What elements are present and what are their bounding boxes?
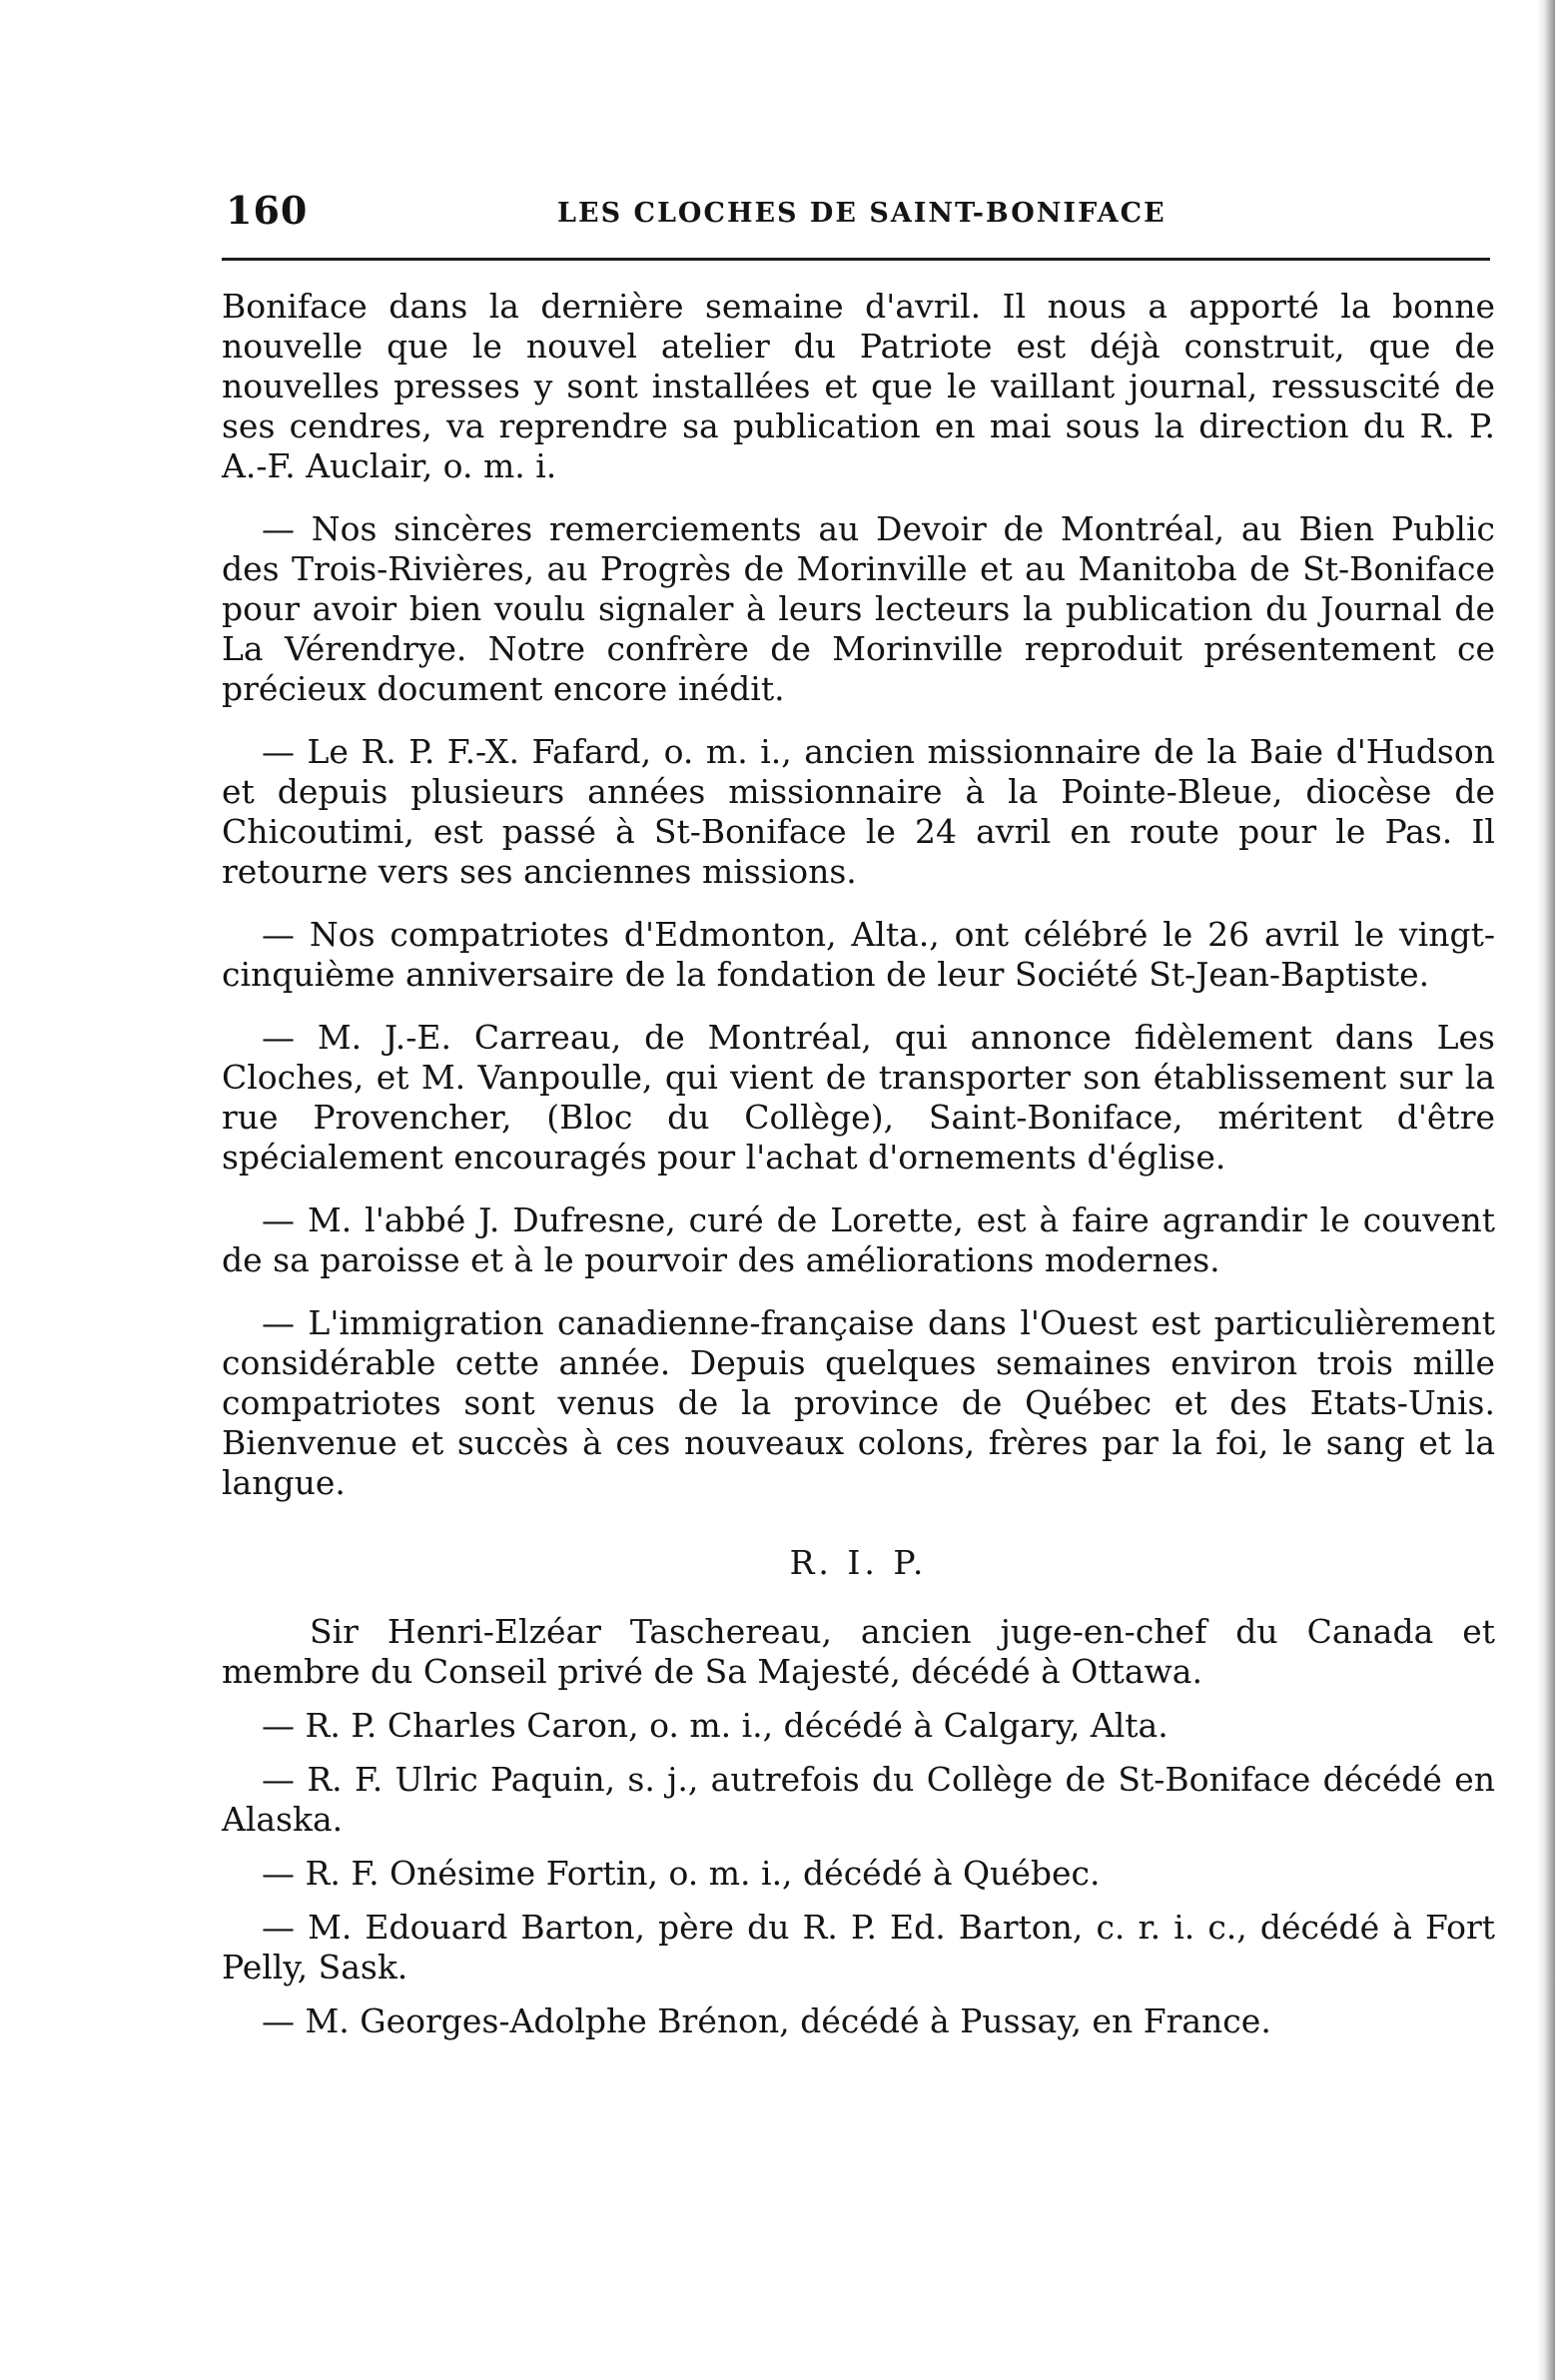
rip-entry: — M. Georges-Adolphe Brénon, décédé à Pussay, en France.: [262, 2001, 1271, 2040]
page-number: 160: [226, 188, 309, 233]
rip-heading: R. I. P.: [789, 1543, 928, 1582]
rip-entry: — R. F. Onésime Fortin, o. m. i., décédé à Québec.: [262, 1854, 1101, 1893]
running-title: LES CLOCHES DE SAINT-BONIFACE: [557, 198, 1166, 229]
page-header: [222, 188, 1500, 238]
rip-entry-taschereau: Sir Henri-Elzéar Taschereau, ancien juge-en-chef du Canada et membre du Conseil privé de Sa Majesté, décédé à Ottawa.: [222, 1612, 1495, 1691]
paragraph-carreau: — M. J.-E. Carreau, de Montréal, qui annonce fidèlement dans Les Cloches, et M. Vanpoulle, qui vient de transporter son établissement sur la rue Provencher, (Bloc du Collège), Saint-Boniface, méritent d'être spécialement encouragés pour l'achat d'ornements d'église.: [222, 1018, 1495, 1177]
page-body: [222, 287, 1495, 2055]
paragraph-edmonton: — Nos compatriotes d'Edmonton, Alta., ont célébré le 26 avril le vingt-cinquième anniversaire de la fondation de leur Société St-Jean-Baptiste.: [222, 915, 1495, 994]
paragraph-fafard: — Le R. P. F.-X. Fafard, o. m. i., ancien missionnaire de la Baie d'Hudson et depuis plusieurs années missionnaire à la Pointe-Bleue, diocèse de Chicoutimi, est passé à St-Boniface le 24 avril en route pour le Pas. Il retourne vers ses anciennes missions.: [222, 732, 1495, 891]
paragraph-immigration: — L'immigration canadienne-française dans l'Ouest est particulièrement considérable cette année. Depuis quelques semaines environ trois mille compatriotes sont venus de la province de Québec et des Etats-Unis. Bienvenue et succès à ces nouveaux colons, frères par la foi, le sang et la langue.: [222, 1303, 1495, 1502]
paragraph-remerciements: — Nos sincères remerciements au Devoir de Montréal, au Bien Public des Trois-Rivières, au Progrès de Morinville et au Manitoba de St-Boniface pour avoir bien voulu signaler à leurs lecteurs la publication du Journal de La Vérendrye. Notre confrère de Morinville reproduit présentement ce précieux document encore inédit.: [222, 509, 1495, 708]
scan-edge-shadow: [1537, 0, 1555, 2380]
rip-entry: — R. P. Charles Caron, o. m. i., décédé à Calgary, Alta.: [262, 1706, 1168, 1745]
rip-entry: — M. Edouard Barton, père du R. P. Ed. Barton, c. r. i. c., décédé à Fort Pelly, Sask.: [222, 1908, 1495, 1986]
paragraph-patriote: Boniface dans la dernière semaine d'avril. Il nous a apporté la bonne nouvelle que le nouvel atelier du Patriote est déjà construit, que de nouvelles presses y sont installées et que le vaillant journal, ressuscité de ses cendres, va reprendre sa publication en mai sous la direction du R. P. A.-F. Auclair, o. m. i.: [222, 287, 1495, 485]
header-rule: [222, 258, 1490, 261]
paragraph-dufresne: — M. l'abbé J. Dufresne, curé de Lorette, est à faire agrandir le couvent de sa paroisse et à le pourvoir des améliorations modernes.: [222, 1200, 1495, 1279]
rip-entry: — R. F. Ulric Paquin, s. j., autrefois du Collège de St-Boniface décédé en Alaska.: [222, 1760, 1495, 1839]
